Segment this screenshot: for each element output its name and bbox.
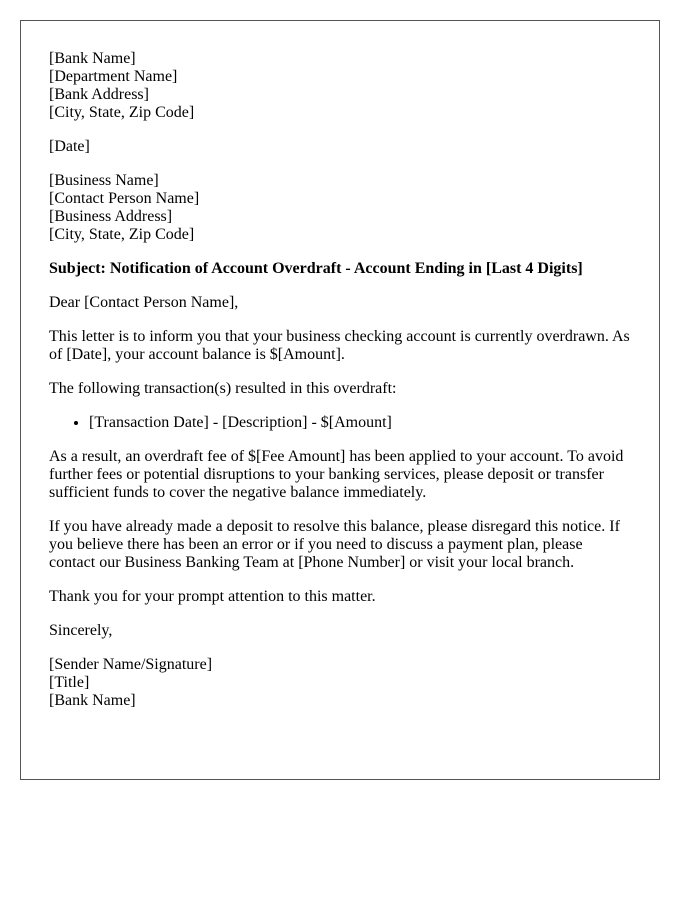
fee-notice-paragraph: As a result, an overdraft fee of $[Fee Amount] has been applied to your account. To avoid further fees or potential disruptions to your banking services, please deposit or transfer sufficient funds to cover the negative balance immediately.: [49, 448, 624, 501]
salutation: Dear [Contact Person Name],: [49, 294, 239, 311]
already-paid-paragraph: If you have already made a deposit to resolve this balance, please disregard this notice. If you believe there has been an error or if you need to discuss a payment plan, please contact our Business Banking Team at [Phone Number] or visit your local branch.: [49, 518, 620, 571]
bank-city-state-zip: [City, State, Zip Code]: [49, 104, 195, 121]
sender-title: [Title]: [49, 674, 90, 691]
business-name: [Business Name]: [49, 172, 159, 189]
bank-name: [Bank Name]: [49, 50, 136, 67]
contact-person-name: [Contact Person Name]: [49, 190, 200, 207]
bank-address-block: [49, 50, 631, 122]
letter-date: [Date]: [49, 138, 90, 155]
signature-block: [49, 656, 631, 710]
bank-address: [Bank Address]: [49, 86, 149, 103]
department-name: [Department Name]: [49, 68, 178, 85]
subject-line: Subject: Notification of Account Overdraft - Account Ending in [Last 4 Digits]: [49, 260, 583, 277]
letter-page: [20, 20, 660, 780]
transactions-intro: The following transaction(s) resulted in this overdraft:: [49, 380, 397, 397]
closing: Sincerely,: [49, 622, 113, 639]
recipient-city-state-zip: [City, State, Zip Code]: [49, 226, 195, 243]
sender-name: [Sender Name/Signature]: [49, 656, 213, 673]
sender-bank-name: [Bank Name]: [49, 692, 136, 709]
business-address: [Business Address]: [49, 208, 173, 225]
thanks-paragraph: Thank you for your prompt attention to this matter.: [49, 588, 376, 605]
transaction-list: [49, 414, 631, 432]
transaction-item: • [Transaction Date] - [Description] - $[Amount]: [89, 414, 631, 432]
recipient-address-block: [49, 172, 631, 244]
intro-paragraph: This letter is to inform you that your business checking account is currently overdrawn. As of [Date], your account balance is $[Amount].: [49, 328, 630, 363]
